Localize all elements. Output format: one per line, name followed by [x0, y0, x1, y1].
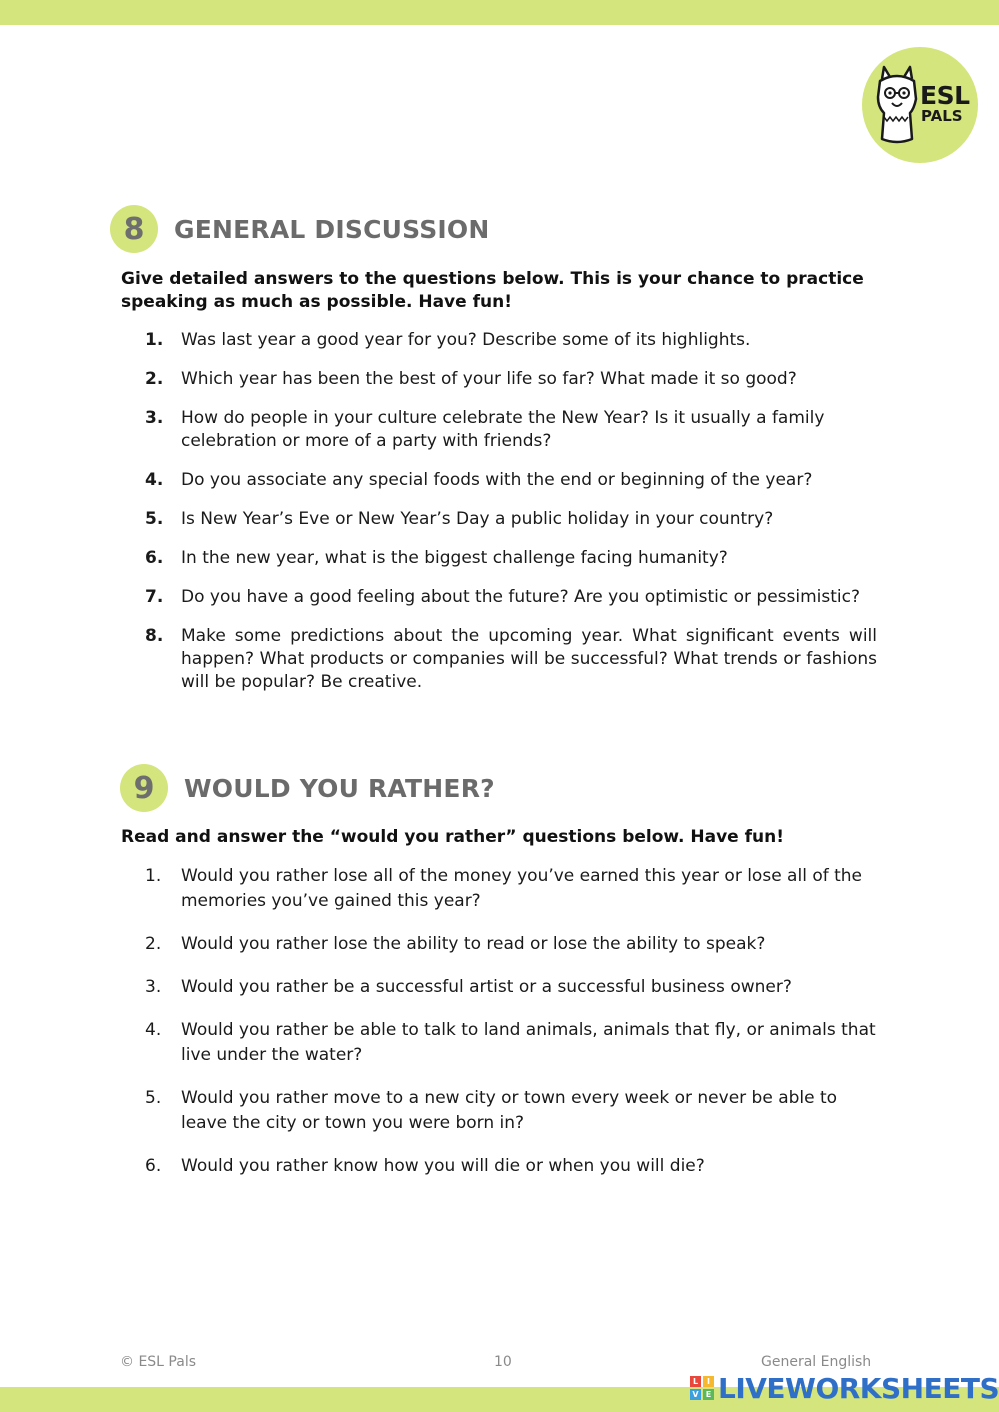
liveworksheets-logo-icon [690, 1376, 714, 1400]
question-number: 2. [145, 934, 162, 954]
question-item [145, 586, 877, 609]
question-text: Would you rather be able to talk to land animals, animals that fly, or animals that live under the water? [181, 1020, 876, 1065]
logo-pals-text: PALS [921, 107, 963, 125]
question-number: 6. [145, 1156, 162, 1176]
llama-icon [874, 65, 920, 145]
question-number: 4. [145, 470, 164, 490]
question-item [145, 508, 877, 531]
question-text: Would you rather be a successful artist or a successful business owner? [181, 977, 792, 997]
section-title: WOULD YOU RATHER? [184, 773, 495, 803]
question-item [145, 469, 877, 492]
question-number: 1. [145, 866, 162, 886]
question-item [145, 547, 877, 570]
question-number: 3. [145, 977, 162, 997]
question-item [145, 407, 877, 453]
question-text: Make some predictions about the upcoming year. What significant events will happen? What products or companies will be successful? What trends or fashions will be popular? Be creative. [181, 626, 877, 692]
logo-letter: E [703, 1389, 714, 1400]
question-item [145, 864, 877, 914]
liveworksheets-text: LIVEWORKSHEETS [718, 1371, 999, 1405]
question-text: Would you rather know how you will die or when you will die? [181, 1156, 705, 1176]
question-number: 3. [145, 408, 164, 428]
question-number: 1. [145, 330, 164, 350]
section-title: GENERAL DISCUSSION [174, 214, 490, 244]
section-number-badge: 9 [120, 764, 168, 812]
liveworksheets-watermark[interactable] [690, 1372, 999, 1404]
logo-letter: I [703, 1376, 714, 1387]
question-text: Which year has been the best of your life so far? What made it so good? [181, 369, 797, 389]
question-number: 4. [145, 1020, 162, 1040]
question-text: Is New Year’s Eve or New Year’s Day a public holiday in your country? [181, 509, 774, 529]
logo-letter: V [690, 1389, 701, 1400]
question-item [145, 1154, 877, 1179]
question-number: 6. [145, 548, 164, 568]
question-item [145, 975, 877, 1000]
discussion-question-list [145, 329, 877, 710]
question-item [145, 329, 877, 352]
would-you-rather-list [145, 864, 877, 1197]
question-number: 5. [145, 1088, 162, 1108]
footer-copyright: © ESL Pals [120, 1354, 197, 1370]
question-number: 5. [145, 509, 164, 529]
section-8-instructions: Give detailed answers to the questions below. This is your chance to practice speaking as much as possible. Have fun! [121, 269, 864, 312]
esl-pals-logo [862, 47, 978, 163]
question-text: In the new year, what is the biggest challenge facing humanity? [181, 548, 728, 568]
footer-category: General English [761, 1354, 872, 1370]
section-9-heading [120, 764, 495, 812]
question-text: Would you rather lose the ability to read or lose the ability to speak? [181, 934, 766, 954]
footer-page-number: 10 [494, 1354, 512, 1370]
logo-esl-text: ESL [920, 81, 970, 110]
question-text: Was last year a good year for you? Describe some of its highlights. [181, 330, 751, 350]
question-item [145, 932, 877, 957]
logo-wordmark [920, 83, 970, 124]
section-9-instructions: Read and answer the “would you rather” questions below. Have fun! [121, 827, 784, 847]
question-item [145, 1086, 877, 1136]
question-text: How do people in your culture celebrate the New Year? Is it usually a family celebration or more of a party with friends? [181, 408, 825, 451]
question-number: 7. [145, 587, 164, 607]
question-number: 8. [145, 626, 164, 646]
question-text: Would you rather lose all of the money you’ve earned this year or lose all of the memories you’ve gained this year? [181, 866, 863, 911]
question-item [145, 368, 877, 391]
section-8-heading [110, 205, 490, 253]
question-item [145, 625, 877, 694]
question-text: Would you rather move to a new city or town every week or never be able to leave the city or town you were born in? [181, 1088, 838, 1133]
question-text: Do you have a good feeling about the future? Are you optimistic or pessimistic? [181, 587, 861, 607]
question-item [145, 1018, 877, 1068]
logo-letter: L [690, 1376, 701, 1387]
section-number-badge: 8 [110, 205, 158, 253]
question-number: 2. [145, 369, 164, 389]
top-accent-bar [0, 0, 999, 25]
question-text: Do you associate any special foods with the end or beginning of the year? [181, 470, 813, 490]
